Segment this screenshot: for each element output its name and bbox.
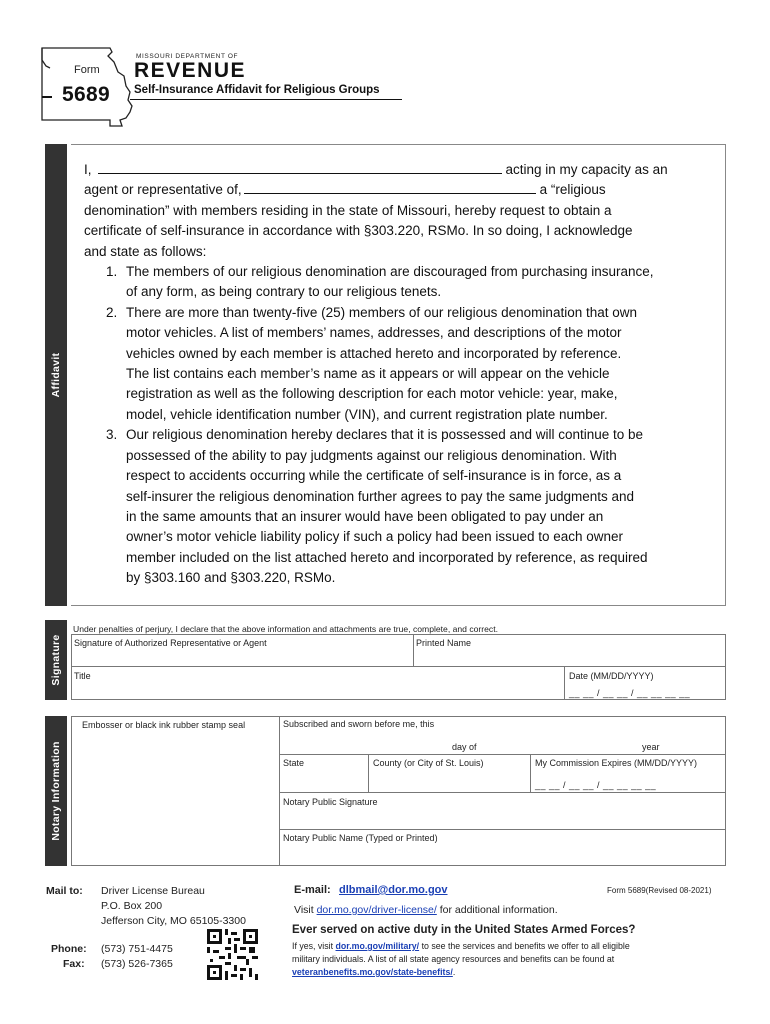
form-number: 5689 <box>62 83 110 106</box>
list-item-number: 1. <box>106 264 118 280</box>
notary-signature-label: Notary Public Signature <box>283 797 378 807</box>
phone-label: Phone: <box>51 943 87 955</box>
date-label: Date (MM/DD/YYYY) <box>569 671 654 681</box>
address-line-1: Driver License Bureau <box>101 885 205 897</box>
military-suffix: to see the services and benefits we offer to all eligible <box>421 941 630 951</box>
notary-name-label: Notary Public Name (Typed or Printed) <box>283 833 438 843</box>
military-line-3 <box>292 967 455 977</box>
notary-signature-field[interactable] <box>281 808 725 828</box>
signature-field-label: Signature of Authorized Representative or Agent <box>74 638 267 648</box>
day-of-label: day of <box>452 742 477 752</box>
email-label: E-mail: <box>294 884 331 896</box>
list-item-line: There are more than twenty-five (25) members of our religious denomination that own <box>126 304 637 320</box>
signature-tab-label: Signature <box>50 634 62 686</box>
divider <box>368 754 369 792</box>
list-item-line: member included on the list attached hereto and incorporated by reference, as required <box>126 549 648 565</box>
military-line-1 <box>292 941 630 951</box>
notary-tab <box>45 716 67 866</box>
list-item-line: of any form, as being contrary to our religious tenets. <box>126 284 442 300</box>
visit-prefix: Visit <box>294 904 314 916</box>
list-item-line: motor vehicles. A list of members’ names, addresses, and descriptions of the motor <box>126 325 622 341</box>
list-item-line: registration as well as the following description for each motor vehicle: year, make, <box>126 386 618 402</box>
address-line-3: Jefferson City, MO 65105-3300 <box>101 915 246 927</box>
signature-tab <box>45 620 67 700</box>
military-line-2: military individuals. A list of all state agency resources and benefits can be found at <box>292 954 615 964</box>
notary-name-field[interactable] <box>281 845 725 865</box>
list-item-line: vehicles owned by each member is attached hereto and incorporated by reference. <box>126 345 622 361</box>
military-heading: Ever served on active duty in the United States Armed Forces? <box>292 924 636 936</box>
military-link[interactable]: dor.mo.gov/military/ <box>335 941 420 951</box>
phone-number: (573) 751-4475 <box>101 943 173 955</box>
intro-line2-start: agent or representative of, <box>84 182 242 198</box>
email-link[interactable]: dlbmail@dor.mo.gov <box>339 884 448 896</box>
qr-code-icon[interactable] <box>207 929 258 980</box>
military-period: . <box>452 967 456 977</box>
veteran-benefits-link[interactable]: veteranbenefits.mo.gov/state-benefits/ <box>292 967 453 977</box>
department-name: MISSOURI DEPARTMENT OF <box>136 53 239 60</box>
revenue-logo: REVENUE <box>134 59 247 82</box>
address-line-2: P.O. Box 200 <box>101 900 163 912</box>
list-item <box>84 425 714 588</box>
divider <box>530 754 531 792</box>
intro-line5: and state as follows: <box>84 243 207 259</box>
divider <box>279 716 280 866</box>
list-item-line: model, vehicle identification number (VIN), and current registration plate number. <box>126 406 608 422</box>
visit-line <box>294 904 558 916</box>
title-field-label: Title <box>74 671 91 681</box>
fax-number: (573) 526-7365 <box>101 958 173 970</box>
list-item-line: in the same amounts that an insurer would have been obligated to pay under an <box>126 508 604 524</box>
intro-start: I, <box>84 162 92 177</box>
list-item-line: possessed of the ability to pay judgments against our religious denomination. With <box>126 447 617 463</box>
printed-name-field[interactable] <box>415 650 725 665</box>
list-item-line: The members of our religious denomination are discouraged from purchasing insurance, <box>126 264 654 280</box>
intro-line3: denomination” with members residing in the state of Missouri, hereby request to obtain a <box>84 202 612 218</box>
driver-license-link[interactable]: dor.mo.gov/driver-license/ <box>316 904 437 916</box>
county-label: County (or City of St. Louis) <box>373 758 484 768</box>
state-label: State <box>283 758 305 768</box>
signature-field[interactable] <box>72 650 412 665</box>
list-item-line: by §303.160 and §303.220, RSMo. <box>126 570 336 586</box>
page-title: Self-Insurance Affidavit for Religious Groups <box>134 84 380 96</box>
denomination-field[interactable] <box>244 180 536 194</box>
subscribed-label: Subscribed and sworn before me, this <box>283 719 435 729</box>
list-item-number: 2. <box>106 304 118 320</box>
divider <box>279 829 726 830</box>
affidavit-tab <box>45 144 67 606</box>
affidavit-text <box>84 160 714 589</box>
form-word: Form <box>74 64 100 76</box>
notary-tab-label: Notary Information <box>50 741 62 841</box>
list-item-line: self-insurer the religious denomination further agrees to pay the same judgments and <box>126 488 635 504</box>
year-label: year <box>642 742 660 752</box>
name-field[interactable] <box>98 160 502 174</box>
perjury-statement: Under penalties of perjury, I declare that the above information and attachments are true, complete, and correct. <box>73 624 498 634</box>
list-item-line: Our religious denomination hereby declares that it is possessed and will continue to be <box>126 427 644 443</box>
affidavit-tab-label: Affidavit <box>50 352 62 398</box>
divider <box>413 634 414 666</box>
commission-date-field[interactable]: __ __ / __ __ / __ __ __ __ <box>535 780 657 790</box>
intro-line2-end: a “religious <box>539 182 606 198</box>
list-item-line: owner’s motor vehicle liability policy if such a policy had been issued to each owner <box>126 529 624 545</box>
divider <box>279 754 726 755</box>
list-item <box>84 303 714 425</box>
list-item-line: respect to accidents occurring while the certificate of self-insurance is in force, as a <box>126 468 622 484</box>
visit-suffix: for additional information. <box>439 904 558 916</box>
military-prefix: If yes, visit <box>292 941 334 951</box>
intro-line4: certificate of self-insurance in accordance with §303.220, RSMo. In so doing, I acknowledge <box>84 223 633 239</box>
form-revision: Form 5689(Revised 08-2021) <box>607 886 712 895</box>
divider <box>564 666 565 700</box>
list-item <box>84 262 714 303</box>
date-field[interactable]: __ __ / __ __ / __ __ __ __ <box>569 688 691 698</box>
seal-label: Embosser or black ink rubber stamp seal <box>82 720 246 730</box>
fax-label: Fax: <box>63 958 85 970</box>
divider <box>71 666 726 667</box>
divider <box>279 792 726 793</box>
printed-name-label: Printed Name <box>416 638 472 648</box>
list-item-line: The list contains each member’s name as it appears or will appear on the vehicle <box>126 366 610 382</box>
mail-to-label: Mail to: <box>46 885 83 897</box>
list-item-number: 3. <box>106 427 118 443</box>
affidavit-list <box>84 262 714 589</box>
seal-area[interactable] <box>72 734 278 864</box>
header-dash <box>42 96 52 98</box>
title-rule <box>130 99 402 100</box>
commission-label: My Commission Expires (MM/DD/YYYY) <box>535 758 698 768</box>
title-field[interactable] <box>72 683 562 699</box>
intro-mid: acting in my capacity as an <box>505 162 668 177</box>
